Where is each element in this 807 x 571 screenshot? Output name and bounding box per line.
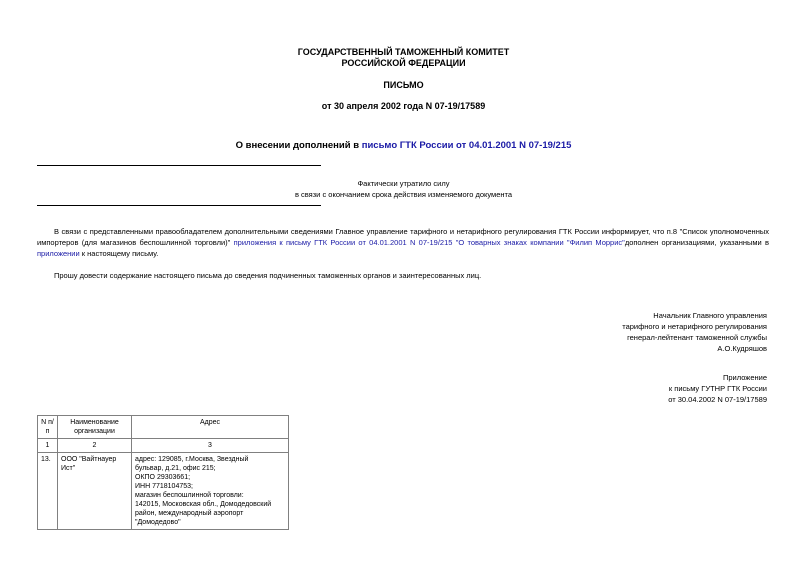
row-address <box>132 453 289 530</box>
doc-type: ПИСЬМО <box>383 80 424 90</box>
address-line: ОКПО 29303661; <box>135 474 191 481</box>
signature-line1: Начальник Главного управления <box>653 311 767 320</box>
appendix-line1: Приложение <box>723 373 767 382</box>
signature-name: А.О.Кудряшов <box>717 344 767 353</box>
appendix-block <box>467 372 767 405</box>
p1-text-2: дополнен организациями, указанными в <box>624 238 769 247</box>
doc-date: от 30 апреля 2002 года N 07-19/17589 <box>321 101 486 111</box>
doc-subject <box>0 140 807 151</box>
table-header-row <box>38 416 289 439</box>
body-paragraph-1 <box>37 226 769 259</box>
p1-link-appendix[interactable]: приложении <box>37 249 80 258</box>
organizations-table <box>37 415 289 530</box>
divider-bottom <box>37 205 321 206</box>
org-name-line1: ГОСУДАРСТВЕННЫЙ ТАМОЖЕННЫЙ КОМИТЕТ <box>297 47 510 57</box>
signature-line2: тарифного и нетарифного регулирования <box>622 322 767 331</box>
status-note-line1: Фактически утратило силу <box>357 179 450 188</box>
col-number-2: 2 <box>58 439 132 453</box>
address-line: адрес: 129085, г.Москва, Звездный <box>135 456 249 463</box>
row-num: 13. <box>38 453 58 530</box>
table-row <box>38 453 289 530</box>
col-number-3: 3 <box>132 439 289 453</box>
subject-prefix: О внесении дополнений в <box>235 140 362 151</box>
p1-text-3: к настоящему письму. <box>79 249 159 258</box>
address-line: бульвар, д.21, офис 215; <box>135 465 216 472</box>
header-address: Адрес <box>132 416 289 439</box>
address-line: район, международный аэропорт <box>135 510 244 517</box>
col-number-1: 1 <box>38 439 58 453</box>
divider-top <box>37 165 321 166</box>
status-note-line2: в связи с окончанием срока действия изменяемого документа <box>294 190 513 199</box>
appendix-line2: к письму ГУТНР ГТК России <box>668 384 767 393</box>
subject-link[interactable]: письмо ГТК России от 04.01.2001 N 07-19/215 <box>361 140 572 151</box>
address-line: "Домодедово" <box>135 519 181 526</box>
address-line: магазин беспошлинной торговли: <box>135 492 244 499</box>
org-name-line2: РОССИЙСКОЙ ФЕДЕРАЦИИ <box>341 58 466 68</box>
signature-line3: генерал-лейтенант таможенной службы <box>627 333 767 342</box>
appendix-line3: от 30.04.2002 N 07-19/17589 <box>668 395 767 404</box>
table-col-numbers-row <box>38 439 289 453</box>
header-num: N п/п <box>38 416 58 439</box>
address-line: 142015, Московская обл., Домодедовский <box>135 501 272 508</box>
p1-link-appendix-letter[interactable]: приложения к письму ГТК России от 04.01.2001 N 07-19/215 "О товарных знаках компании "Филип Моррис" <box>233 238 625 247</box>
body-paragraph-2: Прошу довести содержание настоящего письма до сведения подчиненных таможенных органов и заинтересованных лиц. <box>54 271 482 280</box>
header-name: Наименование организации <box>58 416 132 439</box>
row-org-name: ООО "Вайтнауер Ист" <box>58 453 132 530</box>
p1-text-1: В связи с представленными правообладателем дополнительными сведениями Главное управление тарифного и нетарифного регулирования ГТК России информирует, что п.8 "Список уполномоченных импортеров (для магазинов беспошлинной торговли)" <box>37 227 769 247</box>
signature-block <box>467 310 767 354</box>
address-line: ИНН 7718104753; <box>135 483 193 490</box>
